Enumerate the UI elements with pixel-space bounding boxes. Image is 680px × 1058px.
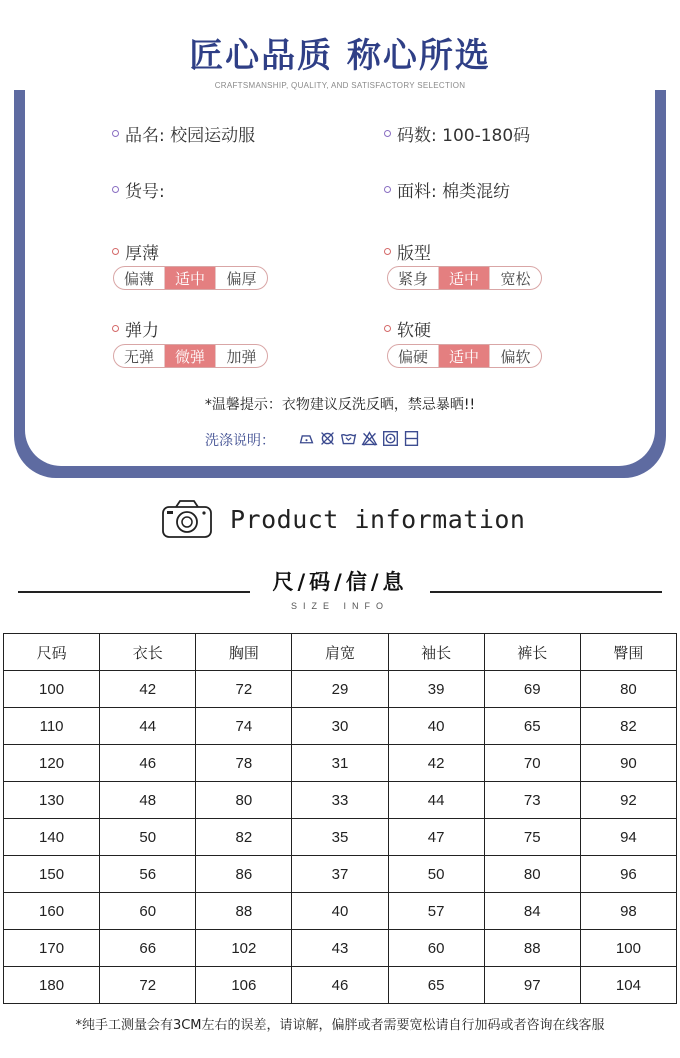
table-cell: 57 — [388, 893, 484, 930]
spec-fabric-text: 面料: 棉类混纺 — [397, 182, 511, 202]
wash-icons — [298, 430, 420, 447]
table-header-cell: 尺码 — [4, 634, 100, 671]
page-title: 匠心品质 称心所选 — [189, 36, 491, 76]
table-row — [4, 782, 677, 819]
spec-fit-label: 版型 — [397, 244, 431, 264]
table-cell: 86 — [196, 856, 292, 893]
table-cell: 29 — [292, 671, 388, 708]
scale-option-selected: 微弹 — [165, 345, 216, 367]
thickness-scale — [113, 266, 268, 290]
table-cell: 35 — [292, 819, 388, 856]
bullet-icon — [112, 186, 119, 193]
dry-clean-icon — [382, 430, 399, 447]
table-cell: 47 — [388, 819, 484, 856]
table-cell: 180 — [4, 967, 100, 1004]
table-cell: 84 — [484, 893, 580, 930]
table-header-cell: 肩宽 — [292, 634, 388, 671]
spec-elasticity-label: 弹力 — [125, 321, 159, 341]
table-cell: 46 — [100, 745, 196, 782]
table-cell: 82 — [196, 819, 292, 856]
table-cell: 43 — [292, 930, 388, 967]
table-row — [4, 745, 677, 782]
line-dry-icon — [403, 430, 420, 447]
table-cell: 46 — [292, 967, 388, 1004]
table-cell: 110 — [4, 708, 100, 745]
table-cell: 96 — [580, 856, 676, 893]
table-cell: 72 — [196, 671, 292, 708]
table-cell: 100 — [4, 671, 100, 708]
table-cell: 31 — [292, 745, 388, 782]
table-header-cell: 裤长 — [484, 634, 580, 671]
softness-scale — [387, 344, 542, 368]
table-header-row — [4, 634, 677, 671]
table-cell: 88 — [484, 930, 580, 967]
table-cell: 50 — [388, 856, 484, 893]
table-cell: 140 — [4, 819, 100, 856]
table-cell: 120 — [4, 745, 100, 782]
no-wring-icon — [319, 430, 336, 447]
spec-elasticity — [112, 316, 159, 341]
table-header-cell: 袖长 — [388, 634, 484, 671]
scale-option: 偏软 — [500, 347, 531, 366]
bullet-icon — [384, 248, 391, 255]
size-table — [3, 633, 677, 1004]
table-cell: 88 — [196, 893, 292, 930]
iron-icon — [298, 430, 315, 447]
spec-softness-label: 软硬 — [397, 321, 431, 341]
scale-option: 偏硬 — [388, 345, 439, 367]
table-cell: 44 — [100, 708, 196, 745]
table-cell: 60 — [388, 930, 484, 967]
spec-thickness-label: 厚薄 — [125, 244, 159, 264]
table-cell: 42 — [100, 671, 196, 708]
scale-option-selected: 适中 — [439, 345, 490, 367]
bullet-icon — [384, 130, 391, 137]
table-cell: 30 — [292, 708, 388, 745]
footnote: *纯手工测量会有3CM左右的误差，请谅解，偏胖或者需要宽松请自行加码或者咨询在线客服 — [75, 1018, 605, 1033]
table-row — [4, 708, 677, 745]
table-cell: 42 — [388, 745, 484, 782]
spec-fit — [384, 239, 431, 264]
table-cell: 65 — [484, 708, 580, 745]
scale-option: 紧身 — [388, 267, 439, 289]
table-cell: 50 — [100, 819, 196, 856]
scale-option-selected: 适中 — [165, 267, 216, 289]
table-cell: 39 — [388, 671, 484, 708]
spec-name — [112, 121, 255, 146]
table-row — [4, 819, 677, 856]
table-cell: 37 — [292, 856, 388, 893]
table-cell: 94 — [580, 819, 676, 856]
size-info-title: 尺/码/信/息 — [272, 570, 408, 594]
table-cell: 130 — [4, 782, 100, 819]
spec-item-no — [112, 177, 165, 202]
table-cell: 40 — [292, 893, 388, 930]
spec-size-range-text: 码数: 100-180码 — [397, 126, 531, 146]
spec-thickness — [112, 239, 159, 264]
table-row — [4, 856, 677, 893]
scale-option-selected: 适中 — [439, 267, 490, 289]
table-cell: 66 — [100, 930, 196, 967]
table-cell: 70 — [484, 745, 580, 782]
table-cell: 75 — [484, 819, 580, 856]
size-info-subtitle: SIZE INFO — [290, 601, 389, 611]
scale-option: 偏薄 — [114, 267, 165, 289]
bullet-icon — [112, 130, 119, 137]
page-subtitle: CRAFTSMANSHIP, QUALITY, AND SATISFACTORY SELECTION — [214, 81, 466, 90]
wash-label: 洗涤说明： — [205, 433, 275, 449]
table-cell: 56 — [100, 856, 196, 893]
camera-icon — [160, 498, 214, 540]
table-cell: 65 — [388, 967, 484, 1004]
spec-size-range — [384, 121, 530, 146]
fit-scale — [387, 266, 542, 290]
table-cell: 104 — [580, 967, 676, 1004]
table-cell: 150 — [4, 856, 100, 893]
bullet-icon — [384, 325, 391, 332]
table-header-cell: 臀围 — [580, 634, 676, 671]
spec-item-no-text: 货号: — [125, 182, 165, 202]
bullet-icon — [112, 325, 119, 332]
table-cell: 78 — [196, 745, 292, 782]
scale-option: 加弹 — [226, 347, 257, 366]
spec-name-text: 品名: 校园运动服 — [125, 126, 256, 146]
table-cell: 92 — [580, 782, 676, 819]
scale-option: 偏厚 — [226, 269, 257, 288]
table-cell: 80 — [580, 671, 676, 708]
table-cell: 80 — [484, 856, 580, 893]
table-cell: 102 — [196, 930, 292, 967]
table-cell: 97 — [484, 967, 580, 1004]
table-cell: 106 — [196, 967, 292, 1004]
table-cell: 69 — [484, 671, 580, 708]
no-bleach-icon — [361, 430, 378, 447]
spec-fabric — [384, 177, 510, 202]
table-cell: 48 — [100, 782, 196, 819]
scale-option: 宽松 — [500, 269, 531, 288]
bullet-icon — [112, 248, 119, 255]
bullet-icon — [384, 186, 391, 193]
table-cell: 60 — [100, 893, 196, 930]
product-info-heading: Product information — [230, 505, 526, 534]
spec-softness — [384, 316, 431, 341]
table-cell: 98 — [580, 893, 676, 930]
care-tip: *温馨提示：衣物建议反洗反晒，禁忌暴晒!! — [204, 397, 476, 413]
table-header-cell: 衣长 — [100, 634, 196, 671]
elasticity-scale — [113, 344, 268, 368]
table-row — [4, 893, 677, 930]
table-cell: 90 — [580, 745, 676, 782]
table-row — [4, 671, 677, 708]
table-cell: 160 — [4, 893, 100, 930]
table-cell: 72 — [100, 967, 196, 1004]
table-cell: 74 — [196, 708, 292, 745]
table-row — [4, 967, 677, 1004]
table-cell: 40 — [388, 708, 484, 745]
table-row — [4, 930, 677, 967]
table-cell: 82 — [580, 708, 676, 745]
scale-option: 无弹 — [114, 345, 165, 367]
table-cell: 170 — [4, 930, 100, 967]
table-cell: 73 — [484, 782, 580, 819]
table-cell: 44 — [388, 782, 484, 819]
table-cell: 33 — [292, 782, 388, 819]
table-header-cell: 胸围 — [196, 634, 292, 671]
table-cell: 100 — [580, 930, 676, 967]
hand-wash-icon — [340, 430, 357, 447]
table-cell: 80 — [196, 782, 292, 819]
